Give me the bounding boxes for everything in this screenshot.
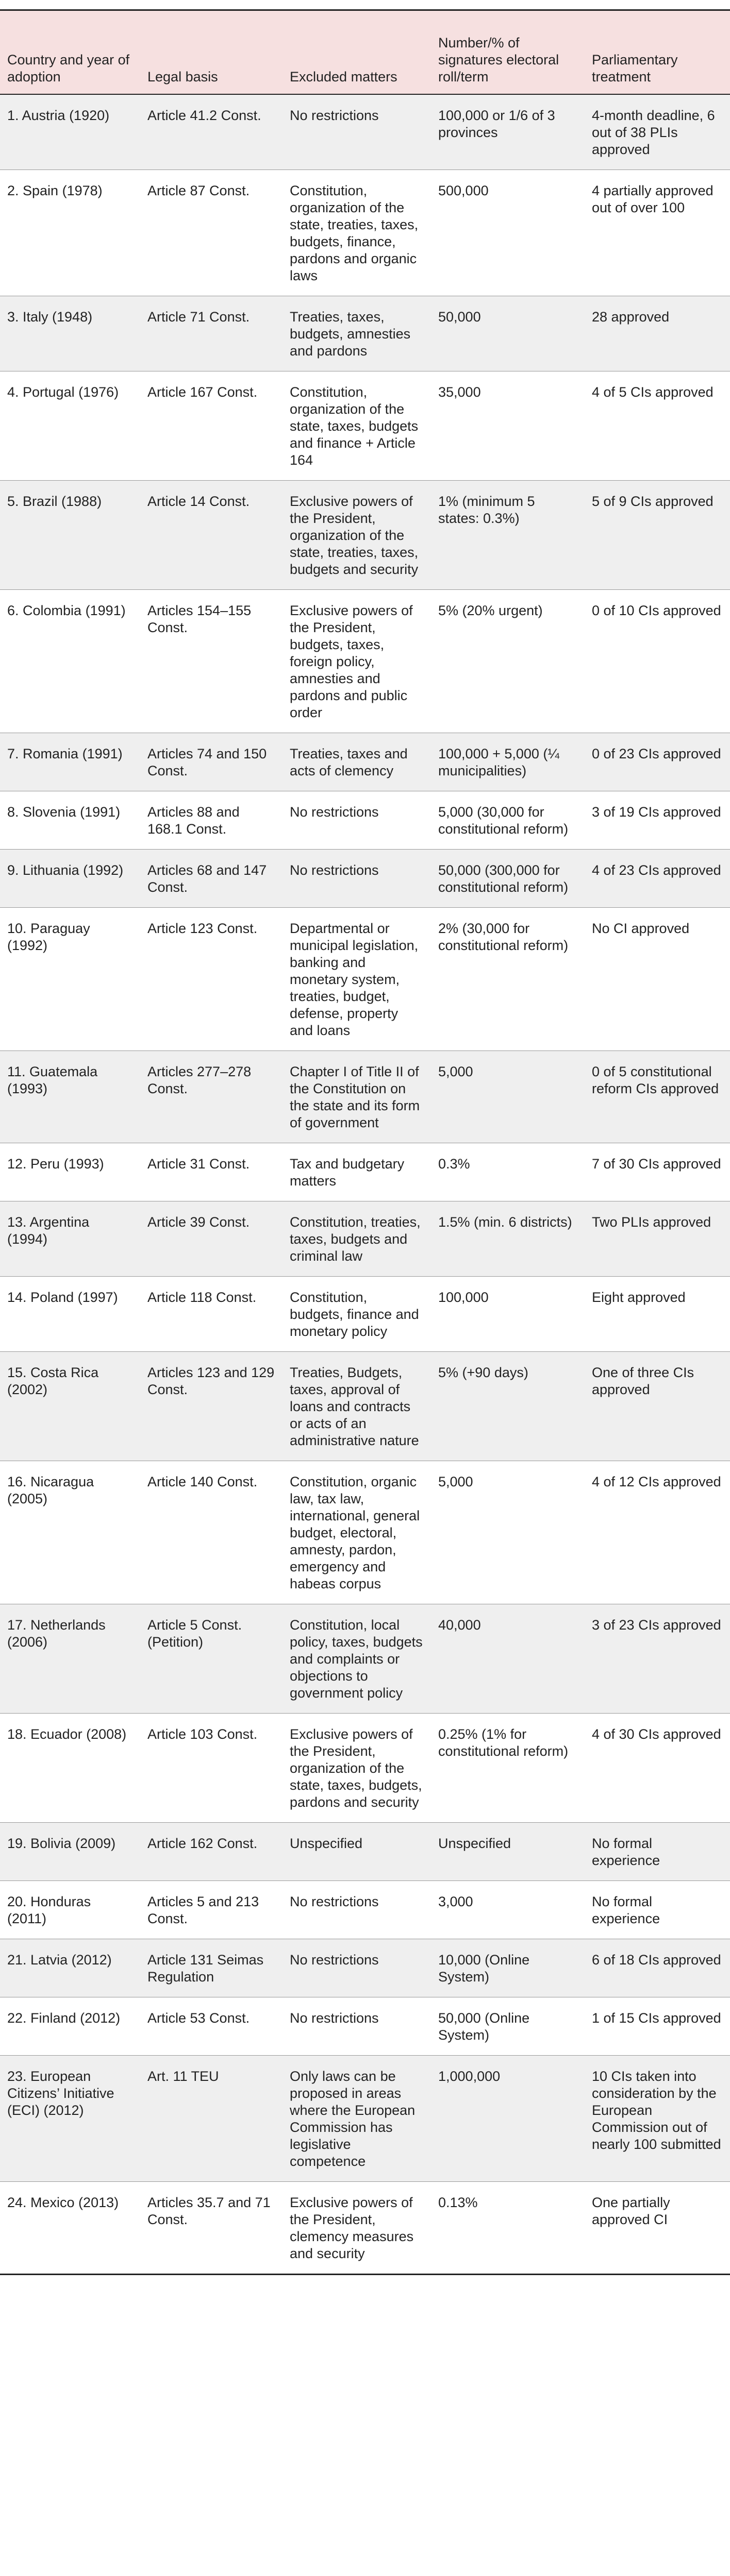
cell-country-year: 18. Ecuador (2008) [0,1714,140,1823]
table-row [0,1461,730,1604]
table-row [0,1201,730,1277]
cell-signatures: 5,000 [431,1461,585,1604]
cell-legal-basis: Article 103 Const. [140,1714,283,1823]
cell-country-year: 19. Bolivia (2009) [0,1823,140,1881]
cell-country-year: 8. Slovenia (1991) [0,791,140,850]
cell-signatures: Unspecified [431,1823,585,1881]
table-row [0,908,730,1051]
cell-country-year: 16. Nicaragua (2005) [0,1461,140,1604]
cell-excluded-matters: Exclusive powers of the President, budgets, taxes, foreign policy, amnesties and pardons and public order [283,590,431,733]
cell-signatures: 100,000 + 5,000 (¼ municipalities) [431,733,585,791]
cell-parliamentary-treatment: Two PLIs approved [585,1201,730,1277]
cell-parliamentary-treatment: 4 of 5 CIs approved [585,371,730,481]
cell-signatures: 5% (20% urgent) [431,590,585,733]
cell-country-year: 4. Portugal (1976) [0,371,140,481]
cell-country-year: 5. Brazil (1988) [0,481,140,590]
cell-excluded-matters: Constitution, budgets, finance and monetary policy [283,1277,431,1352]
cell-legal-basis: Article 71 Const. [140,296,283,371]
cell-legal-basis: Article 167 Const. [140,371,283,481]
table-row [0,1277,730,1352]
cell-signatures: 0.3% [431,1143,585,1201]
cell-excluded-matters: Treaties, Budgets, taxes, approval of loans and contracts or acts of an administrative nature [283,1352,431,1461]
cell-parliamentary-treatment: 6 of 18 CIs approved [585,1939,730,1997]
header-legal-basis: Legal basis [140,10,283,95]
cell-legal-basis: Article 14 Const. [140,481,283,590]
table-body [0,94,730,2275]
cell-excluded-matters: No restrictions [283,94,431,170]
cell-legal-basis: Article 87 Const. [140,170,283,296]
table-row [0,1051,730,1143]
cell-legal-basis: Articles 123 and 129 Const. [140,1352,283,1461]
cell-excluded-matters: No restrictions [283,1939,431,1997]
cell-country-year: 6. Colombia (1991) [0,590,140,733]
table-row [0,1997,730,2056]
table-row [0,1939,730,1997]
cell-excluded-matters: Constitution, local policy, taxes, budgets and complaints or objections to government policy [283,1604,431,1714]
table-row [0,1823,730,1881]
cell-country-year: 20. Honduras (2011) [0,1881,140,1939]
header-row [0,10,730,95]
cell-country-year: 10. Paraguay (1992) [0,908,140,1051]
cell-excluded-matters: Only laws can be proposed in areas where the European Commission has legislative competence [283,2056,431,2182]
cell-legal-basis: Article 53 Const. [140,1997,283,2056]
header-country-year: Country and year of adoption [0,10,140,95]
cell-signatures: 500,000 [431,170,585,296]
table-row [0,2182,730,2275]
cell-country-year: 17. Netherlands (2006) [0,1604,140,1714]
cell-legal-basis: Article 162 Const. [140,1823,283,1881]
table-row [0,1143,730,1201]
cell-legal-basis: Articles 5 and 213 Const. [140,1881,283,1939]
cell-signatures: 50,000 (Online System) [431,1997,585,2056]
cell-parliamentary-treatment: No CI approved [585,908,730,1051]
cell-signatures: 3,000 [431,1881,585,1939]
cell-legal-basis: Article 41.2 Const. [140,94,283,170]
cell-signatures: 5,000 [431,1051,585,1143]
cell-legal-basis: Art. 11 TEU [140,2056,283,2182]
cell-excluded-matters: No restrictions [283,1881,431,1939]
cell-parliamentary-treatment: 3 of 23 CIs approved [585,1604,730,1714]
cell-excluded-matters: No restrictions [283,1997,431,2056]
cell-parliamentary-treatment: 4 of 23 CIs approved [585,850,730,908]
cell-legal-basis: Article 131 Seimas Regulation [140,1939,283,1997]
table-header [0,10,730,95]
cell-excluded-matters: No restrictions [283,850,431,908]
cell-legal-basis: Article 140 Const. [140,1461,283,1604]
table-row [0,733,730,791]
cell-parliamentary-treatment: 28 approved [585,296,730,371]
cell-legal-basis: Articles 68 and 147 Const. [140,850,283,908]
cell-signatures: 100,000 [431,1277,585,1352]
cell-parliamentary-treatment: One partially approved CI [585,2182,730,2275]
cell-country-year: 15. Costa Rica (2002) [0,1352,140,1461]
cell-parliamentary-treatment: 4 of 30 CIs approved [585,1714,730,1823]
cell-excluded-matters: Tax and budgetary matters [283,1143,431,1201]
cell-signatures: 0.13% [431,2182,585,2275]
cell-legal-basis: Articles 154–155 Const. [140,590,283,733]
header-parliamentary-treatment: Parliamentary treatment [585,10,730,95]
cell-country-year: 11. Guatemala (1993) [0,1051,140,1143]
cell-parliamentary-treatment: 3 of 19 CIs approved [585,791,730,850]
cell-legal-basis: Articles 277–278 Const. [140,1051,283,1143]
cell-parliamentary-treatment: 0 of 23 CIs approved [585,733,730,791]
cell-parliamentary-treatment: 0 of 10 CIs approved [585,590,730,733]
cell-excluded-matters: Departmental or municipal legislation, banking and monetary system, treaties, budget, defense, property and loans [283,908,431,1051]
cell-country-year: 21. Latvia (2012) [0,1939,140,1997]
cell-excluded-matters: Constitution, organization of the state, treaties, taxes, budgets, finance, pardons and organic laws [283,170,431,296]
table-row [0,1881,730,1939]
table-row [0,1604,730,1714]
cell-excluded-matters: No restrictions [283,791,431,850]
cell-signatures: 1,000,000 [431,2056,585,2182]
cell-country-year: 22. Finland (2012) [0,1997,140,2056]
cell-parliamentary-treatment: 0 of 5 constitutional reform CIs approved [585,1051,730,1143]
cell-legal-basis: Articles 88 and 168.1 Const. [140,791,283,850]
cell-legal-basis: Article 31 Const. [140,1143,283,1201]
cell-legal-basis: Article 118 Const. [140,1277,283,1352]
cell-parliamentary-treatment: 4 of 12 CIs approved [585,1461,730,1604]
cell-excluded-matters: Constitution, organic law, tax law, international, general budget, electoral, amnesty, pardon, emergency and habeas corpus [283,1461,431,1604]
cell-country-year: 24. Mexico (2013) [0,2182,140,2275]
cell-country-year: 2. Spain (1978) [0,170,140,296]
cell-country-year: 14. Poland (1997) [0,1277,140,1352]
cell-legal-basis: Article 39 Const. [140,1201,283,1277]
cell-excluded-matters: Treaties, taxes, budgets, amnesties and pardons [283,296,431,371]
citizen-initiatives-table [0,9,730,2275]
cell-signatures: 1% (minimum 5 states: 0.3%) [431,481,585,590]
cell-signatures: 0.25% (1% for constitutional reform) [431,1714,585,1823]
cell-country-year: 12. Peru (1993) [0,1143,140,1201]
cell-excluded-matters: Exclusive powers of the President, clemency measures and security [283,2182,431,2275]
cell-parliamentary-treatment: Eight approved [585,1277,730,1352]
cell-legal-basis: Articles 35.7 and 71 Const. [140,2182,283,2275]
table-row [0,94,730,170]
cell-parliamentary-treatment: 5 of 9 CIs approved [585,481,730,590]
table-row [0,590,730,733]
header-signatures: Number/% of signatures electoral roll/term [431,10,585,95]
table-row [0,371,730,481]
cell-excluded-matters: Treaties, taxes and acts of clemency [283,733,431,791]
cell-legal-basis: Article 123 Const. [140,908,283,1051]
table-row [0,1352,730,1461]
cell-country-year: 23. European Citizens’ Initiative (ECI) (2012) [0,2056,140,2182]
cell-excluded-matters: Exclusive powers of the President, organization of the state, taxes, budgets, pardons and security [283,1714,431,1823]
cell-signatures: 50,000 (300,000 for constitutional reform) [431,850,585,908]
cell-country-year: 3. Italy (1948) [0,296,140,371]
cell-legal-basis: Articles 74 and 150 Const. [140,733,283,791]
cell-signatures: 100,000 or 1/6 of 3 provinces [431,94,585,170]
table-row [0,170,730,296]
cell-signatures: 35,000 [431,371,585,481]
cell-country-year: 13. Argentina (1994) [0,1201,140,1277]
cell-excluded-matters: Chapter I of Title II of the Constitution on the state and its form of government [283,1051,431,1143]
cell-excluded-matters: Exclusive powers of the President, organization of the state, treaties, taxes, budgets and security [283,481,431,590]
cell-parliamentary-treatment: 4-month deadline, 6 out of 38 PLIs approved [585,94,730,170]
table-row [0,481,730,590]
cell-parliamentary-treatment: 10 CIs taken into consideration by the European Commission out of nearly 100 submitted [585,2056,730,2182]
cell-parliamentary-treatment: No formal experience [585,1823,730,1881]
cell-excluded-matters: Constitution, organization of the state, taxes, budgets and finance + Article 164 [283,371,431,481]
cell-signatures: 5,000 (30,000 for constitutional reform) [431,791,585,850]
cell-parliamentary-treatment: 1 of 15 CIs approved [585,1997,730,2056]
cell-country-year: 7. Romania (1991) [0,733,140,791]
table-row [0,791,730,850]
cell-parliamentary-treatment: 4 partially approved out of over 100 [585,170,730,296]
table-row [0,296,730,371]
cell-country-year: 9. Lithuania (1992) [0,850,140,908]
cell-parliamentary-treatment: 7 of 30 CIs approved [585,1143,730,1201]
cell-signatures: 50,000 [431,296,585,371]
cell-country-year: 1. Austria (1920) [0,94,140,170]
cell-signatures: 1.5% (min. 6 districts) [431,1201,585,1277]
cell-signatures: 40,000 [431,1604,585,1714]
cell-signatures: 5% (+90 days) [431,1352,585,1461]
cell-legal-basis: Article 5 Const. (Petition) [140,1604,283,1714]
cell-parliamentary-treatment: One of three CIs approved [585,1352,730,1461]
cell-excluded-matters: Unspecified [283,1823,431,1881]
table-row [0,850,730,908]
header-excluded-matters: Excluded matters [283,10,431,95]
table-row [0,2056,730,2182]
cell-parliamentary-treatment: No formal experience [585,1881,730,1939]
cell-excluded-matters: Constitution, treaties, taxes, budgets and criminal law [283,1201,431,1277]
cell-signatures: 2% (30,000 for constitutional reform) [431,908,585,1051]
table-row [0,1714,730,1823]
cell-signatures: 10,000 (Online System) [431,1939,585,1997]
